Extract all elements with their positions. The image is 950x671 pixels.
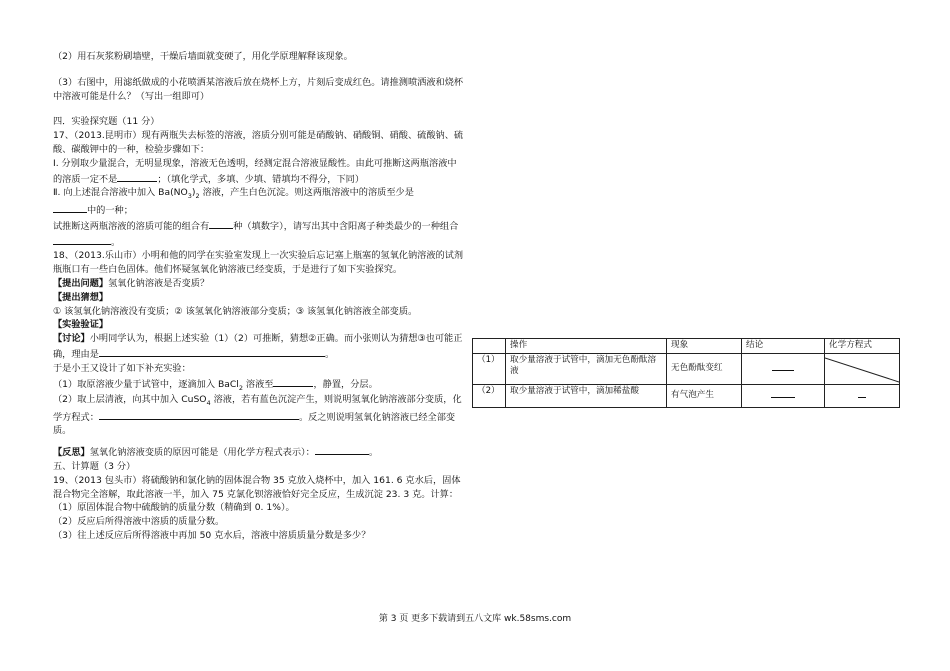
row-phenomenon: 无色酚酞变红 — [667, 353, 742, 384]
answer-blank — [117, 171, 157, 182]
q18-reflect: 【反思】氢氧化钠溶液变质的原因可能是（用化学方程式表示）： 。 — [53, 444, 465, 460]
q17-step3: 试推断这两瓶溶液的溶质可能的组合有 种（填数字），请写出其中含阳离子种类最少的一种组合。 — [53, 218, 465, 250]
q17-step1: Ⅰ. 分别取少量混合，无明显现象，溶液无色透明，经测定混合溶液显酸性。由此可推断这两瓶溶液中的溶质一定不是 ；（填化学式，多填、少填、错填均不得分，下同） — [53, 157, 457, 185]
row-conclusion — [742, 384, 825, 407]
answer-blank — [53, 234, 111, 245]
experiment-table — [472, 338, 900, 408]
q18-guess-label: 【提出猜想】 — [53, 291, 109, 303]
q19-sub1: （1）原固体混合物中硫酸钠的质量分数（精确到 0. 1%）。 — [53, 502, 295, 514]
answer-blank — [273, 376, 313, 387]
q16-part2: （2）用石灰浆粉刷墙壁，干燥后墙面就变硬了，用化学原理解释该现象。 — [53, 51, 353, 62]
q16-part3: （3）右图中，用滤纸做成的小花喷洒某溶液后放在烧杯上方，片刻后变成红色。请推测喷洒液和烧杯中溶液可能是什么？（写出一组即可） — [53, 76, 464, 102]
answer-blank — [771, 389, 795, 398]
answer-blank — [858, 389, 866, 398]
table-header: 化学方程式 — [825, 339, 900, 354]
q17-intro: 17、（2013.昆明市）现有两瓶失去标签的溶液，溶质分别可能是硝酸钠、硝酸铜、硝酸、硫酸钠、硫酸、碳酸钾中的一种，检验步骤如下： — [53, 130, 464, 155]
answer-blank — [99, 346, 325, 357]
table-header: 现象 — [667, 339, 742, 354]
q18-supplement: 于是小王又设计了如下补充实验： — [53, 362, 191, 374]
answer-blank — [53, 202, 87, 213]
row-conclusion — [742, 353, 825, 384]
answer-blank — [99, 409, 299, 420]
q18-guess-text: ① 该氢氧化钠溶液没有变质；② 该氢氧化钠溶液部分变质；③ 该氢氧化钠溶液全部变质。 — [53, 305, 418, 317]
q18-supp-1: （1）取原溶液少量于试管中，逐滴加入 BaCl$_2$ 溶液至 ，静置，分层。 — [53, 376, 465, 394]
answer-blank — [209, 218, 233, 229]
page-footer: 第 3 页 更多下载请到五八文库 wk.58sms.com — [378, 614, 572, 624]
table-header: 结论 — [742, 339, 825, 354]
answer-blank — [315, 444, 369, 455]
row-equation — [825, 384, 900, 407]
q19-sub2: （2）反应后所得溶液中溶质的质量分数。 — [53, 516, 225, 528]
left-column — [53, 50, 465, 543]
q18-supp-2: （2）取上层清液，向其中加入 CuSO$_4$ 溶液，若有蓝色沉淀产生，则说明氢氧化钠溶液部分变质，化学方程式： 。反之则说明氢氧化钠溶液已经全部变质。 — [53, 394, 462, 437]
row-operation: 取少量溶液于试管中，滴加无色酚酞溶液 — [506, 353, 667, 384]
table-row — [473, 384, 900, 407]
table-header: 操作 — [506, 339, 667, 354]
diagonal-strike — [825, 354, 899, 384]
table-row — [473, 353, 900, 384]
table-header-row — [473, 339, 900, 354]
q18-discuss: 【讨论】小明同学认为，根据上述实验（1）（2）可推断，猜想②正确。而小张则认为猜想③也可能正确，理由是 。 — [53, 333, 463, 360]
row-phenomenon: 有气泡产生 — [667, 384, 742, 407]
q18-intro: 18、（2013.乐山市）小明和他的同学在实验室发现上一次实验后忘记塞上瓶塞的氢氧化钠溶液的试剂瓶瓶口有一些白色固体。他们怀疑氢氧化钠溶液已经变质，于是进行了如下实验探究。 — [53, 250, 464, 276]
q17-step2: Ⅱ. 向上述混合溶液中加入 $Ba(NO_3)_2$ 溶液，产生白色沉淀。则这两瓶溶液中的溶质至少是 中的一种； — [53, 187, 414, 216]
answer-blank — [772, 362, 794, 371]
row-operation: 取少量溶液于试管中，滴加稀盐酸 — [506, 384, 667, 407]
q18-verify-label: 【实验验证】 — [53, 319, 109, 331]
q19-sub3: （3）往上述反应后所得溶液中再加 50 克水后，溶液中溶质质量分数是多少？ — [53, 530, 371, 542]
q18-question: 【提出问题】氢氧化钠溶液是否变质？ — [53, 277, 210, 289]
q19-intro: 19、（2013 包头市）将硫酸钠和氯化钠的固体混合物 35 克放入烧杯中，加入 161. 6 克水后，固体混合物完全溶解，取此溶液一半，加入 75 克氯化钡溶液恰好完全反应，生成沉淀 23. 3 克。计算： — [53, 474, 461, 500]
row-number: （1） — [473, 353, 506, 384]
row-equation — [825, 353, 900, 384]
section5-title: 五、计算题（3 分） — [53, 461, 136, 473]
row-number: （2） — [473, 384, 506, 407]
section4-title: 四．实验探究题（11 分） — [53, 116, 160, 128]
